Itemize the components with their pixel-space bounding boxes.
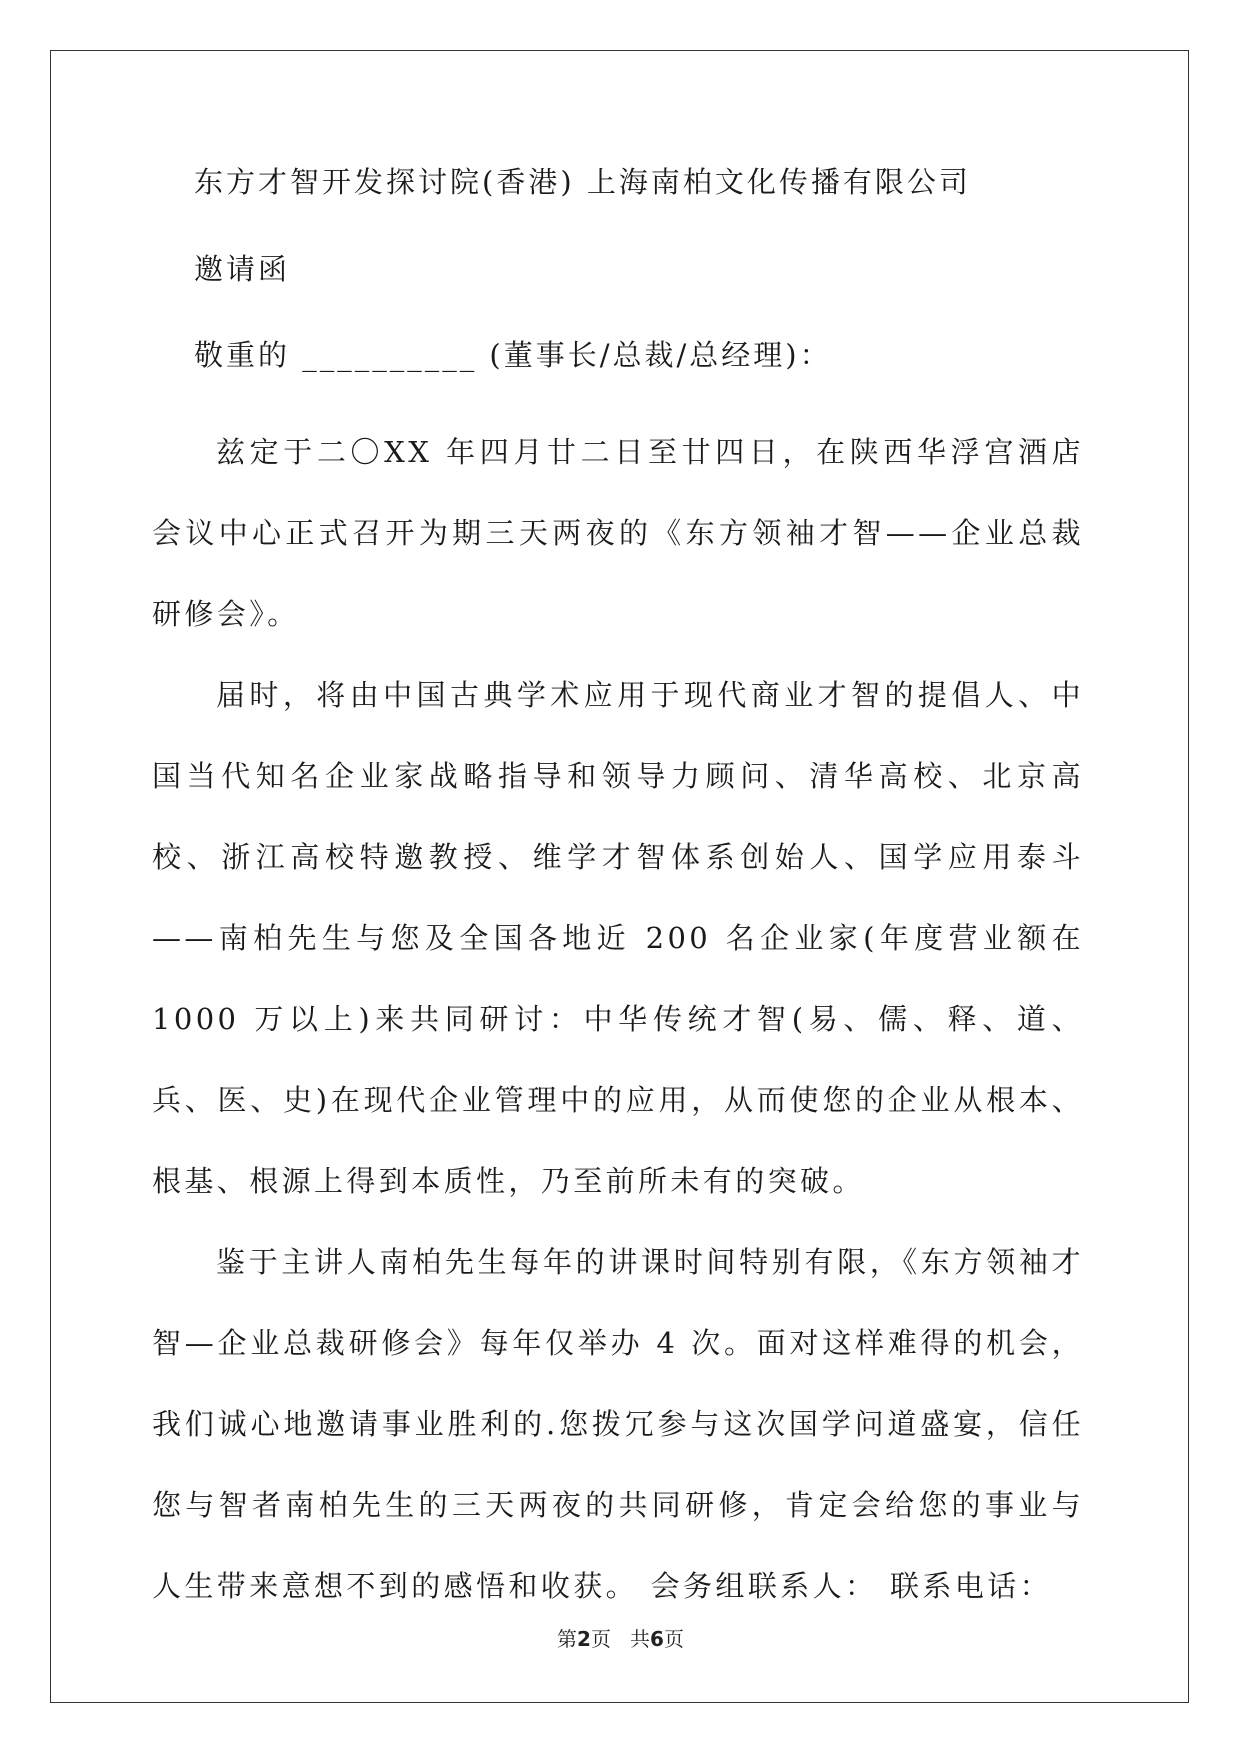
total-prefix: 共 xyxy=(630,1627,651,1651)
paragraph-meeting-notice: 兹定于二〇XX 年四月廿二日至廿四日，在陕西华浮宫酒店会议中心正式召开为期三天两夜的《东方领袖才智——企业总裁研修会》。 xyxy=(152,435,1084,631)
salutation: 敬重的 __________ (董事长/总裁/总经理)： xyxy=(194,338,832,372)
total-pages: 6 xyxy=(650,1627,664,1651)
page-prefix: 第 xyxy=(557,1627,578,1651)
page-number: 2 xyxy=(577,1627,591,1651)
total-suffix: 页 xyxy=(663,1627,684,1651)
header-organizations: 东方才智开发探讨院(香港) 上海南柏文化传播有限公司 xyxy=(194,165,971,199)
document-body xyxy=(152,160,1084,1627)
document-title: 邀请函 xyxy=(194,252,291,286)
paragraph-speaker-intro: 届时，将由中国古典学术应用于现代商业才智的提倡人、中国当代知名企业家战略指导和领导力顾问、清华高校、北京高校、浙江高校特邀教授、维学才智体系创始人、国学应用泰斗——南柏先生与您及全国各地近 200 名企业家(年度营业额在 1000 万以上)来共同研讨：中华传统才智(易、儒、释、道、兵、医、史)在现代企业管理中的应用，从而使您的企业从根本、根基、根源上得到本质性，乃至前所未有的突破。 xyxy=(152,678,1084,1198)
page-footer xyxy=(0,1623,1241,1652)
page-suffix: 页 xyxy=(590,1627,611,1651)
paragraph-invitation: 鉴于主讲人南柏先生每年的讲课时间特别有限，《东方领袖才智—企业总裁研修会》每年仅举办 4 次。面对这样难得的机会，我们诚心地邀请事业胜利的.您拨冗参与这次国学问道盛宴，信任您与智者南柏先生的三天两夜的共同研修，肯定会给您的事业与人生带来意想不到的感悟和收获。 会务组联系人： 联系电话： xyxy=(152,1245,1084,1603)
